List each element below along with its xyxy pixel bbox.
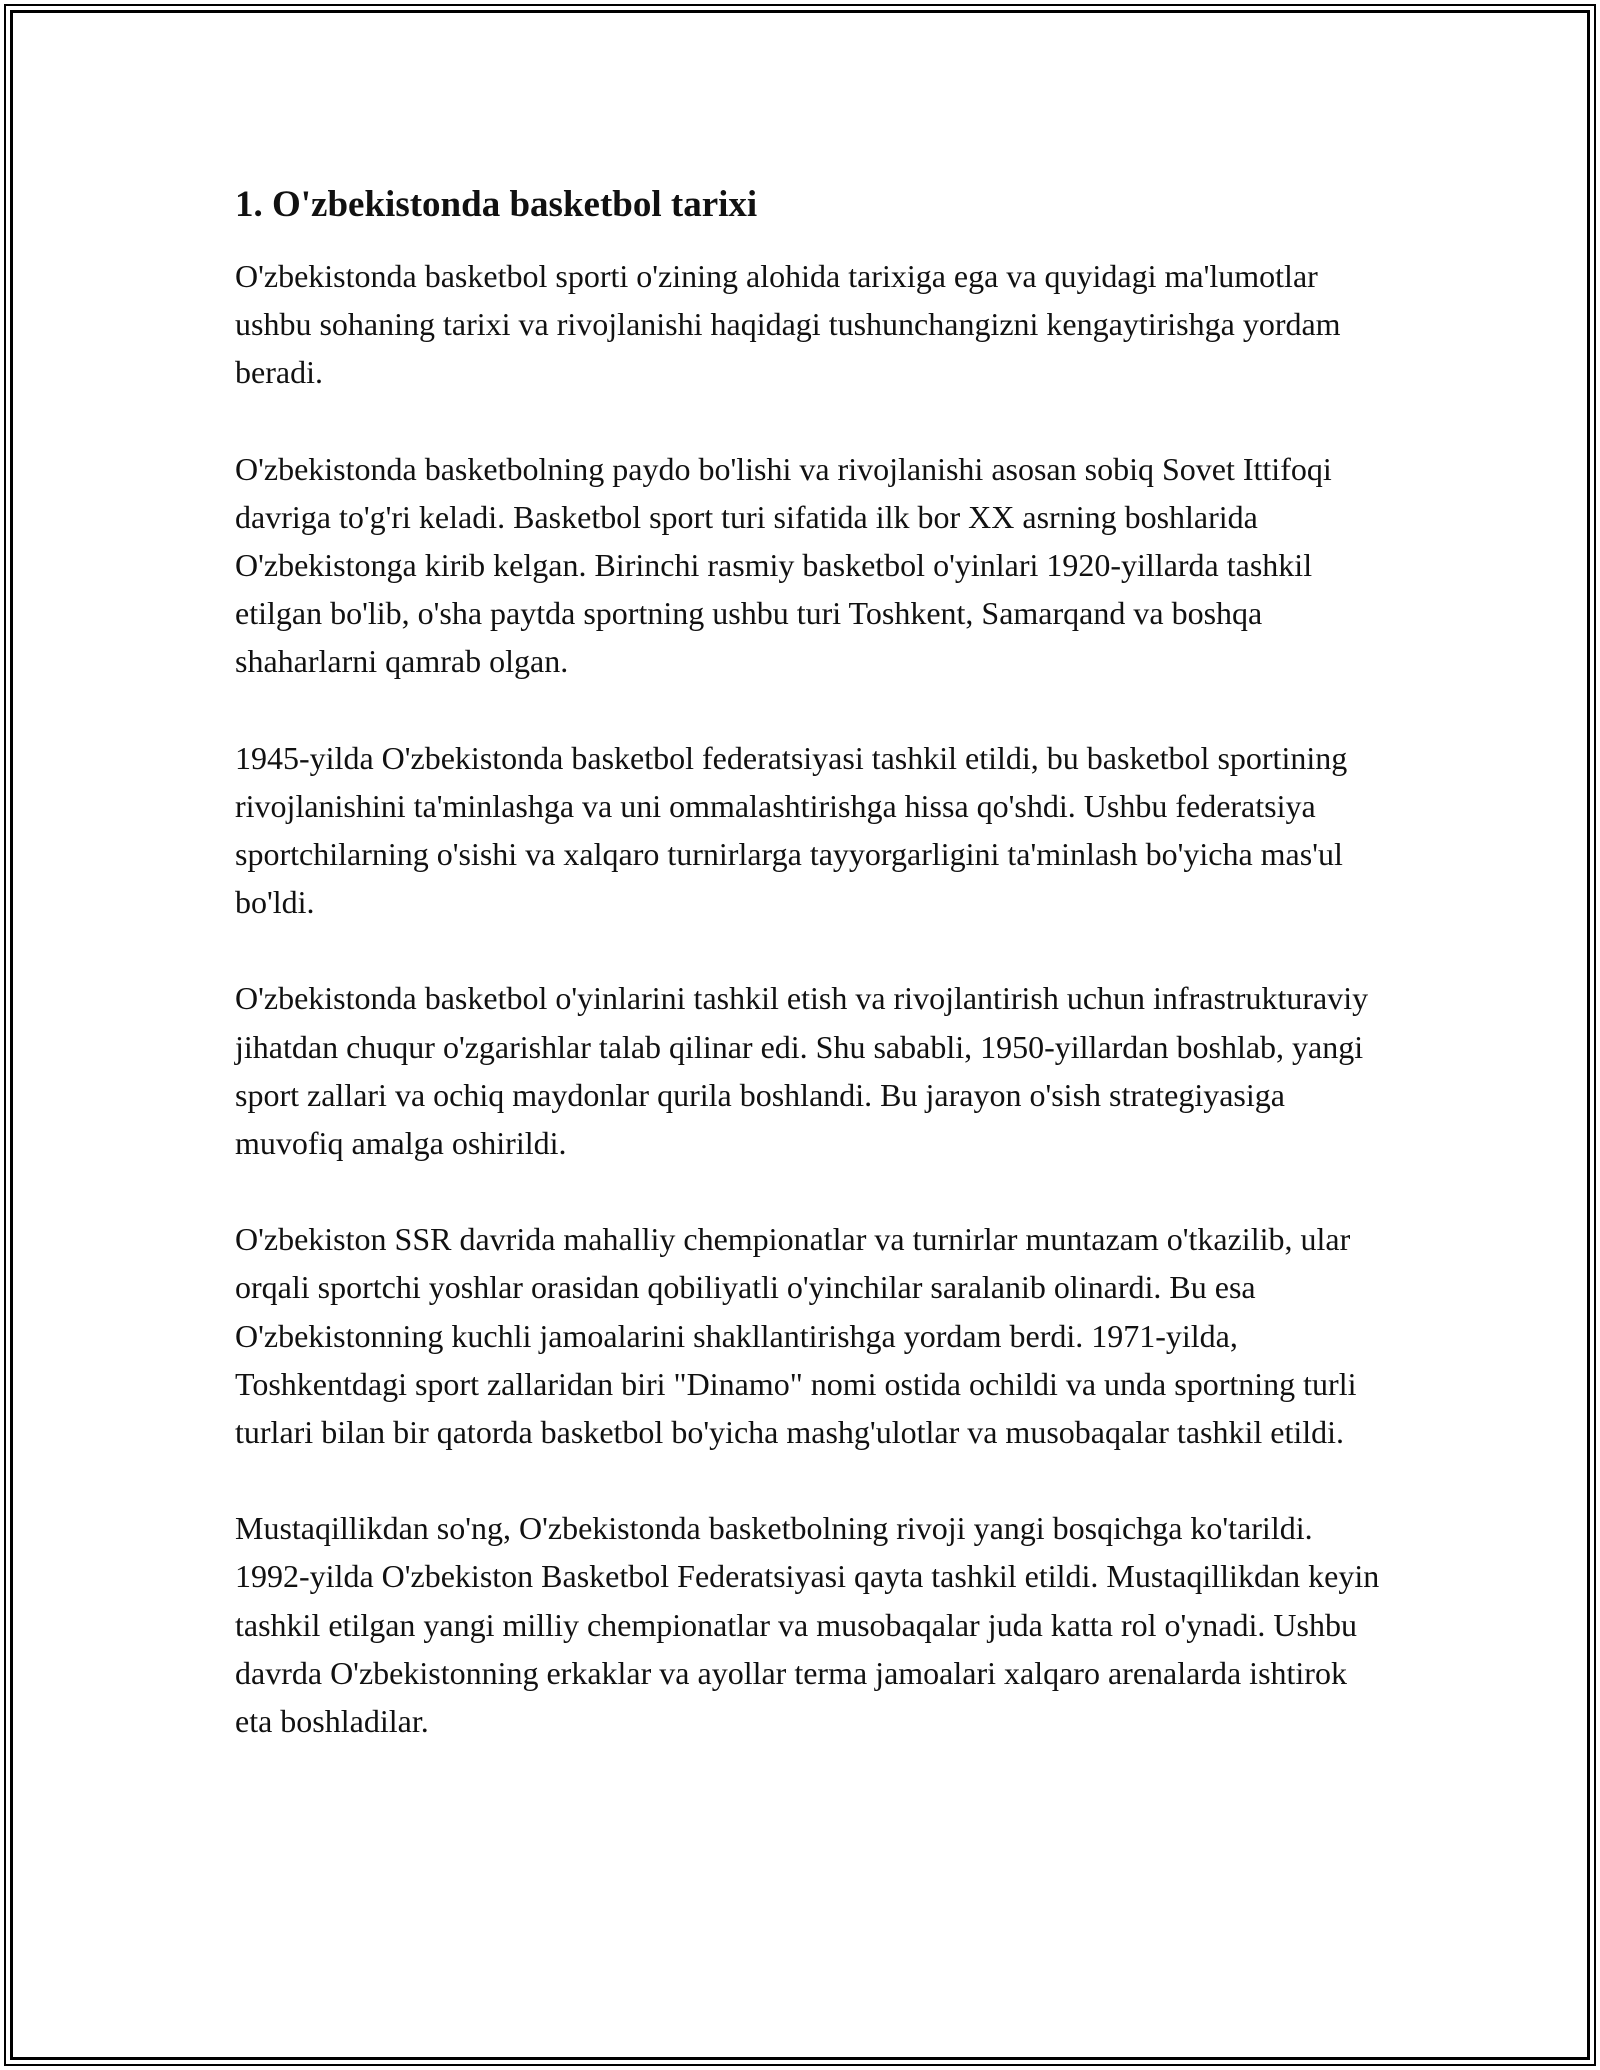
paragraph-soviet-origins: O'zbekistonda basketbolning paydo bo'lishi va rivojlanishi asosan sobiq Sovet Ittifoqi davriga to'g'ri keladi. Basketbol sport turi sifatida ilk bor XX asrning boshlarida O'zbekistonga kirib kelgan. Birinchi rasmiy basketbol o'yinlari 1920-yillarda tashkil etilgan bo'lib, o'sha paytda sportning ushbu turi Toshkent, Samarqand va boshqa shaharlarni qamrab olgan. [235, 450, 1332, 680]
paragraph-intro: O'zbekistonda basketbol sporti o'zining alohida tarixiga ega va quyidagi ma'lumotlar ushbu sohaning tarixi va rivojlanishi haqidagi tushunchangizni kengaytirishga yordam beradi. [235, 258, 1341, 391]
document-title: 1. O'zbekistonda basketbol tarixi [235, 184, 758, 225]
paragraph-independence: Mustaqillikdan so'ng, O'zbekistonda basketbolning rivoji yangi bosqichga ko'tarildi. 1992-yilda O'zbekiston Basketbol Federatsiyasi qayta tashkil etildi. Mustaqillikdan keyin tashkil etilgan yangi milliy chempionatlar va musobaqalar juda katta rol o'ynadi. Ushbu davrda O'zbekistonning erkaklar va ayollar terma jamoalari xalqaro arenalarda ishtirok eta boshladilar. [235, 1510, 1380, 1740]
document-body [235, 183, 1385, 1793]
paragraph-ssr-period: O'zbekiston SSR davrida mahalliy chempionatlar va turnirlar muntazam o'tkazilib, ular orqali sportchi yoshlar orasidan qobiliyatli o'yinchilar saralanib olinardi. Bu esa O'zbekistonning kuchli jamoalarini shakllantirishga yordam berdi. 1971-yilda, Toshkentdagi sport zallaridan biri "Dinamo" nomi ostida ochildi va unda sportning turli turlari bilan bir qatorda basketbol bo'yicha mashg'ulotlar va musobaqalar tashkil etildi. [235, 1221, 1357, 1451]
paragraph-infrastructure: O'zbekistonda basketbol o'yinlarini tashkil etish va rivojlantirish uchun infrastrukturaviy jihatdan chuqur o'zgarishlar talab qilinar edi. Shu sababli, 1950-yillardan boshlab, yangi sport zallari va ochiq maydonlar qurila boshlandi. Bu jarayon o'sish strategiyasiga muvofiq amalga oshirildi. [235, 980, 1369, 1162]
paragraph-federation-1945: 1945-yilda O'zbekistonda basketbol federatsiyasi tashkil etildi, bu basketbol sportining rivojlanishini ta'minlashga va uni ommalashtirishga hissa qo'shdi. Ushbu federatsiya sportchilarning o'sishi va xalqaro turnirlarga tayyorgarligini ta'minlash bo'yicha mas'ul bo'ldi. [235, 739, 1348, 921]
